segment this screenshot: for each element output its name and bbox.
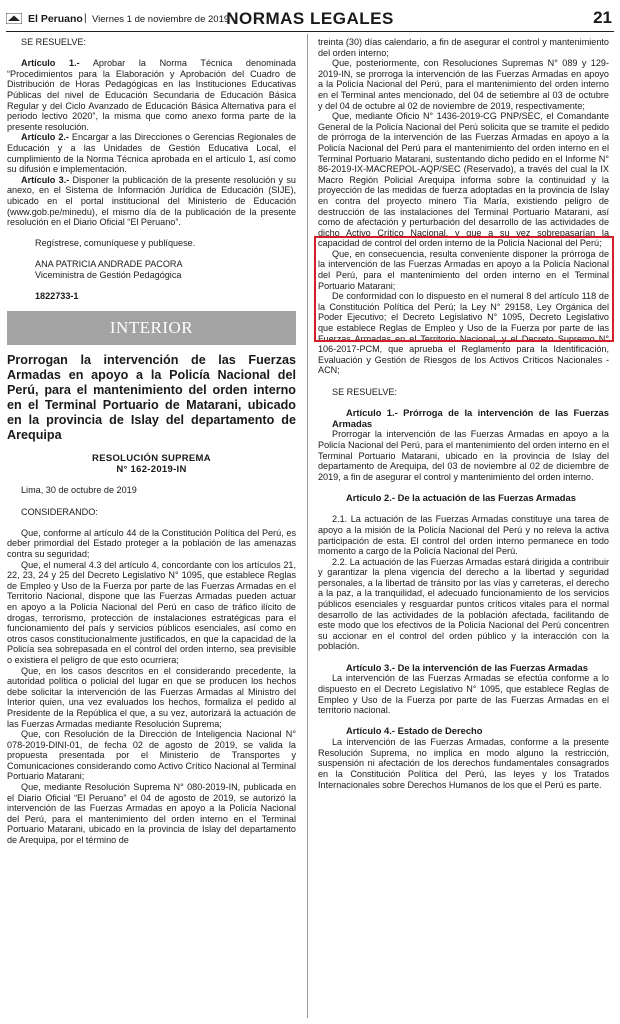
continued-paragraph: treinta (30) días calendario, a fin de asegurar el control y mantenimiento del orden interno;	[318, 37, 609, 58]
publication-date: Viernes 1 de noviembre de 2019	[92, 13, 230, 25]
legal-basis-paragraph: De conformidad con lo dispuesto en el numeral 8 del artículo 118 de la Constitución Política del Perú; la Ley N° 29158, Ley Orgánica del Poder Ejecutivo; el Decreto Legislativo N° 1095, Decreto Legislativo que establece Reglas de Empleo y Uso de la Fuerza por parte de las Fuerzas Armadas en el Territorio Nacional, y el Decreto Supremo N° 106-2017-PCM, que aprueba el Reglamento para la Identificación, Evaluación y Gestión de Riesgos de los Activos Críticos Nacionales - ACN;	[318, 291, 609, 376]
resolution-type: RESOLUCIÓN SUPREMA	[92, 452, 211, 464]
article-4-text: La intervención de las Fuerzas Armadas, conforme a la presente Resolución Suprema, no implica en modo alguno la restricción, suspensión ni afectación de los derechos fundamentales consagrados en la Constitución Política del Perú, las leyes y los Tratados Internacionales sobre Derechos Humanos de los que el Perú es parte.	[318, 737, 609, 790]
right-column	[318, 37, 609, 790]
article-3-text: La intervención de las Fuerzas Armadas se efectúa conforme a lo dispuesto en el Decreto Legislativo N° 1095, que establece Reglas de Empleo y Uso de la Fuerza por parte de las Fuerzas Armadas en el territorio nacional.	[318, 673, 609, 716]
section-title: NORMAS LEGALES	[226, 9, 394, 28]
considerando-paragraph: Que, con Resolución de la Dirección de Inteligencia Nacional N° 078-2019-DINI-01, de fecha 02 de agosto de 2019, se valida la propuesta presentada por el Ministerio de Transportes y Comunicaciones considerando como Activo Crítico Nacional al Terminal Portuario Matarani;	[7, 729, 296, 782]
article-3-text: Disponer la publicación de la presente resolución y su anexo, en el Sistema de Información Jurídica de Educación (SIJE), ubicado en el portal institucional del Ministerio de Educación (www.gob.pe/minedu), el mismo día de la publicación de la presente resolución en el Diario Oficial “El Peruano”.	[7, 174, 296, 228]
article-1-title: Artículo 1.- Prórroga de la intervención de las Fuerzas Armadas	[332, 406, 609, 429]
considerando-paragraph: Que, posteriormente, con Resoluciones Supremas N° 089 y 129-2019-IN, se prorroga la intervención de las Fuerzas Armadas en apoyo a la Policía Nacional del Perú, para el mantenimiento del orden interno en el Terminal antes mencionado, del 04 de setiembre al 03 de octubre y del 04 de octubre al 02 de noviembre de 2019, respectivamente;	[318, 58, 609, 111]
header-separator: |	[84, 13, 87, 24]
article-2-label: Artículo 2.-	[21, 132, 69, 143]
article-1-label: Artículo 1.-	[21, 58, 80, 69]
article-2-title: Artículo 2.- De la actuación de las Fuerzas Armadas	[346, 491, 576, 503]
publication-name: El Peruano	[28, 13, 83, 25]
article-4-title: Artículo 4.- Estado de Derecho	[346, 725, 483, 737]
left-column	[7, 37, 296, 846]
considerando-paragraph: Que, el numeral 4.3 del artículo 4, concordante con los artículos 21, 22, 23, 24 y 25 del Decreto Legislativo N° 1095, que establece Reglas de Empleo y Uso de la Fuerza por parte de las Fuerzas Armadas en el Territorio Nacional, dispone que las Fuerzas Armadas pueden actuar en apoyo a la Policía Nacional del Perú en caso de tráfico ilícito de drogas, terrorismo, protección de instalaciones estratégicas para el funcionamiento del país y servicios públicos esenciales, así como en otros casos constitucionalmente justificados, en que la capacidad de la Policía sea sobrepasada en el control del orden interno, sea previsible o existiera el peligro de que esto ocurriera;	[7, 559, 296, 665]
publication-code: 1822733-1	[35, 291, 79, 302]
considerando-paragraph: Que, mediante Resolución Suprema N° 080-2019-IN, publicada en el Diario Oficial “El Peruano” el 04 de agosto de 2019, se autorizó la intervención de las Fuerzas Armadas en apoyo a la Policía Nacional del Perú, para el mantenimiento del orden interno en el Terminal Portuario Matarani, ubicado en la provincia de Islay del departamento de Arequipa, por el término de	[7, 782, 296, 846]
article-2-2-text: 2.2. La actuación de las Fuerzas Armadas estará dirigida a contribuir y garantizar la plena vigencia del derecho a la libertad y seguridad personales, a la libertad de tránsito por las vías y carreteras, el derecho a la paz, a la tranquilidad, el adecuado funcionamiento de los servicios públicos esenciales y resguardar puntos críticos vitales para el normal desarrollo de las actividades de la población afectada, facilitando de este modo que los efectivos de la Policía Nacional del Perú concentren su accionar en el control del orden público y la interacción con la población.	[318, 556, 610, 652]
closing-formula: Regístrese, comuníquese y publíquese.	[35, 238, 196, 249]
article-1	[7, 58, 296, 132]
article-1-text: Prorrogar la intervención de las Fuerzas Armadas en apoyo a la Policía Nacional del Perú, para el mantenimiento del orden interno en el Terminal Portuario Matarani, ubicado en la provincia de Islay del departamento de Arequipa, del 03 de noviembre al 02 de diciembre de 2019, a fin de asegurar el control y mantenimiento del orden interno.	[318, 429, 609, 482]
considerando-paragraph: Que, mediante Oficio N° 1436-2019-CG PNP/SEC, el Comandante General de la Policía Nacional del Perú solicita que se tramite el pedido de prórroga de la intervención de las Fuerzas Armadas en apoyo a la Policía Nacional del Perú para el mantenimiento del orden interno en el Terminal Portuario Matarani, sustentando dicho pedido en el Informe N° 86-2019-IX-MACREPOL-AQP/SEC (Reservado), a través del cual la IX Macro Región Policial Arequipa informa sobre la continuidad y la proyección de las medidas de fuerza adoptadas en la provincia de Islay en contra del proyecto minero Tía María, existiendo peligro de destrucción de las instalaciones del Terminal Portuario Matarani, así como de afectación y perturbación del desarrollo de las actividades de dicho Activo Crítico Nacional, y que a su vez sobrepasarían la capacidad de control del orden interno de la Policía Nacional del Perú;	[318, 111, 609, 249]
page-number: 21	[593, 8, 612, 27]
article-1-text: Aprobar la Norma Técnica denominada “Procedimientos para la Elaboración y Aprobación del Cuadro de Distribución de Horas Pedagógicas en las Instituciones Educativas Públicas del nivel de Educación Secundaria de Educación Básica Regular y del Ciclo Avanzado de Educación Básica Alternativa para el periodo lectivo 2020”, la misma que como anexo forma parte de la presente resolución.	[7, 58, 296, 132]
article-3	[7, 175, 296, 228]
resolution-headline: Prorrogan la intervención de las Fuerzas Armadas en apoyo a la Policía Nacional del Perú, para el mantenimiento del orden interno en el Terminal Portuario de Matarani, ubicado en la provincia de Islay del departamento de Arequipa	[7, 352, 296, 442]
resolution-number: N° 162-2019-IN	[116, 463, 187, 475]
article-3-title: Artículo 3.- De la intervención de las Fuerzas Armadas	[346, 661, 588, 673]
signer-title: Viceministra de Gestión Pedagógica	[35, 270, 182, 281]
article-2-text: Encargar a las Direcciones o Gerencias Regionales de Educación y a las Unidades de Gestión Educativa Local, el cumplimiento de la Norma Técnica aprobada en el artículo 1, así como su difusión e implementación.	[7, 132, 296, 175]
column-divider	[307, 34, 308, 1018]
place-date: Lima, 30 de octubre de 2019	[21, 485, 137, 496]
se-resuelve-label: SE RESUELVE:	[21, 37, 87, 47]
article-3-label: Artículo 3.-	[21, 174, 70, 185]
se-resuelve-label: SE RESUELVE:	[332, 386, 398, 397]
considerando-paragraph: Que, en consecuencia, resulta conveniente disponer la prórroga de la intervención de las Fuerzas Armadas en apoyo a la Policía Nacional del Perú, para el mantenimiento del orden interno en el Terminal Portuario Matarani;	[318, 248, 609, 291]
sector-banner: INTERIOR	[7, 311, 296, 345]
article-2	[7, 132, 296, 174]
considerando-paragraph: Que, en los casos descritos en el considerando precedente, la autoridad política o policial del lugar en que se producen los hechos debe solicitar la intervención de las Fuerzas Armadas al Ministro del Interior quien, una vez evaluados los hechos, formaliza el pedido al Presidente de la República el que, a su vez, autorizará la actuación de las Fuerzas Armadas mediante Resolución Suprema;	[7, 665, 296, 729]
signer-name: ANA PATRICIA ANDRADE PACORA	[35, 259, 183, 270]
considerando-paragraph: Que, conforme al artículo 44 de la Constitución Política del Perú, es deber primordial del Estado proteger a la población de las amenazas contra su seguridad;	[7, 527, 296, 559]
considerando-label: CONSIDERANDO:	[21, 506, 98, 517]
article-2-1-text: 2.1. La actuación de las Fuerzas Armadas constituye una tarea de apoyo a la misión de la Policía Nacional del Perú y no releva la activa participación de esta. El control del orden interno permanece en todo momento a cargo de la Policía Nacional del Perú.	[318, 514, 609, 557]
page-header	[6, 4, 614, 32]
highlight-box	[314, 236, 614, 342]
